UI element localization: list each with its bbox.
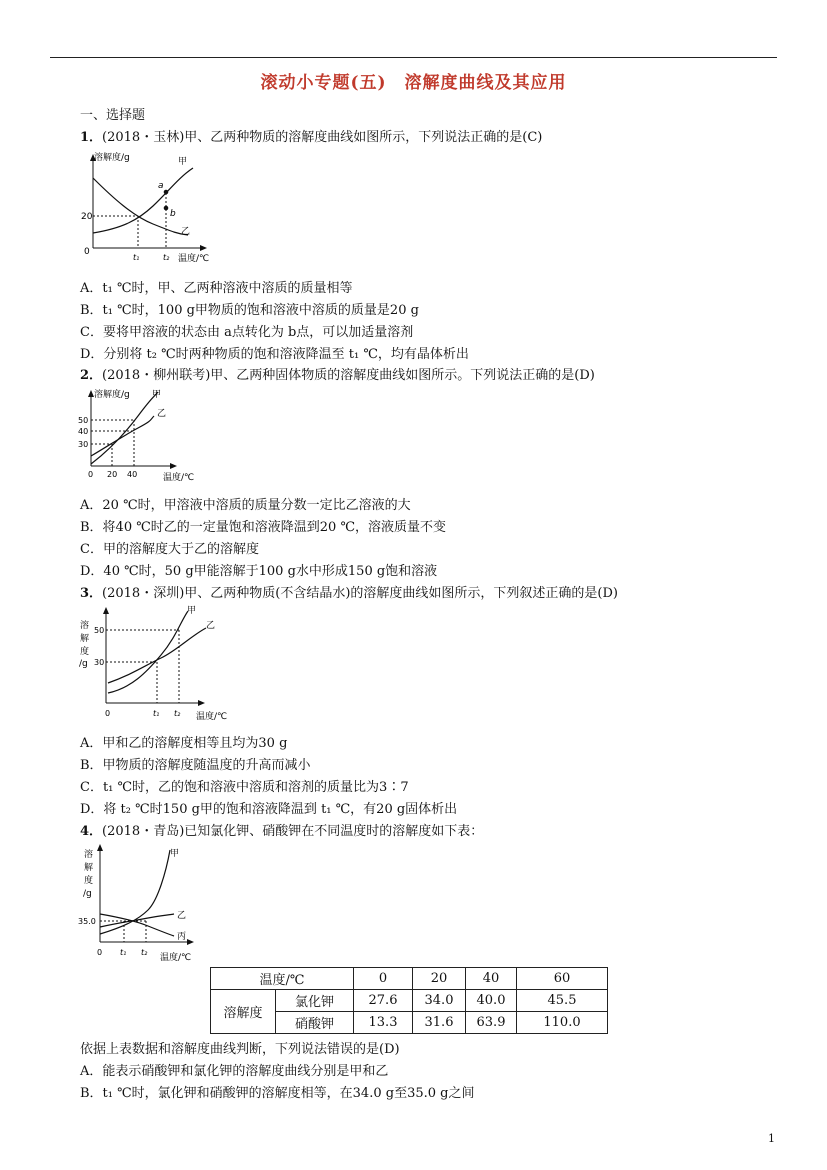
y-tick-30: 30 (78, 440, 89, 449)
t1-label: t₁ (120, 948, 127, 957)
y-tick-30: 30 (94, 658, 105, 667)
cell: 63.9 (466, 1012, 517, 1034)
q4-option-b: B．t₁ ℃时，氯化钾和硝酸钾的溶解度相等，在34.0 g至35.0 g之间 (80, 1086, 475, 1101)
question-1-stem: 1．(2018・玉林)甲、乙两种物质的溶解度曲线如图所示，下列说法正确的是(C) (80, 130, 543, 145)
y-axis-label-1: 溶 (84, 850, 94, 860)
y-tick-35: 35.0 (78, 917, 96, 926)
question-3-graph (76, 603, 241, 725)
yi-label: 乙 (157, 409, 167, 419)
question-1-graph (78, 148, 228, 266)
x-axis-label: 温度/℃ (163, 473, 195, 483)
q1-option-b: B．t₁ ℃时，100 g甲物质的饱和溶液中溶质的质量是20 g (80, 303, 419, 318)
q3-option-c: C．t₁ ℃时，乙的饱和溶液中溶质和溶剂的质量比为3∶7 (80, 780, 409, 795)
cell: 27.6 (354, 990, 413, 1012)
header-temp: 温度/℃ (211, 968, 354, 990)
point-a-label: a (158, 181, 164, 191)
bing-label: 丙 (177, 932, 187, 942)
table-row (211, 990, 608, 1012)
jia-label: 甲 (170, 849, 180, 859)
x-tick-20: 20 (107, 470, 118, 479)
table-header-row (211, 968, 608, 990)
cell: 40.0 (466, 990, 517, 1012)
q2-option-b: B．将40 ℃时乙的一定量饱和溶液降温到20 ℃，溶液质量不变 (80, 520, 446, 535)
q2-option-c: C．甲的溶解度大于乙的溶解度 (80, 542, 259, 557)
origin-label: 0 (84, 247, 90, 257)
q3-option-a: A．甲和乙的溶解度相等且均为30 g (80, 736, 288, 751)
header-20: 20 (413, 968, 466, 990)
question-3-stem: 3．(2018・深圳)甲、乙两种物质(不含结晶水)的溶解度曲线如图所示，下列叙述正确的是(D) (80, 586, 618, 601)
section-heading: 一、选择题 (80, 108, 146, 123)
cell: 110.0 (517, 1012, 608, 1034)
curve-jia (108, 611, 188, 693)
t2-label: t₂ (141, 948, 148, 957)
t1-label: t₁ (153, 709, 160, 718)
yi-label: 乙 (181, 227, 191, 237)
page-title: 滚动小专题(五) 溶解度曲线及其应用 (260, 73, 567, 93)
q4-option-a: A．能表示硝酸钾和氯化钾的溶解度曲线分别是甲和乙 (80, 1064, 389, 1079)
page-number: 1 (768, 1132, 775, 1145)
q4-after-text: 依据上表数据和溶解度曲线判断，下列说法错误的是(D) (80, 1042, 400, 1057)
group-label: 溶解度 (211, 990, 276, 1034)
question-2-stem: 2．(2018・柳州联考)甲、乙两种固体物质的溶解度曲线如图所示。下列说法正确的是(D) (80, 368, 595, 383)
curve-jia (93, 168, 193, 233)
cell: 34.0 (413, 990, 466, 1012)
row-name-kno3: 硝酸钾 (276, 1012, 354, 1034)
curve-yi (91, 416, 154, 456)
x-axis-label: 温度/℃ (178, 254, 210, 264)
row-name-kcl: 氯化钾 (276, 990, 354, 1012)
yi-label: 乙 (177, 911, 187, 921)
header-60: 60 (517, 968, 608, 990)
y-axis-label-2: 解 (84, 863, 94, 873)
curve-yi (93, 178, 191, 237)
y-axis-label-4: /g (83, 889, 92, 899)
x-tick-40: 40 (127, 470, 138, 479)
y-axis-label-4: /g (79, 659, 88, 669)
origin-label: 0 (88, 470, 94, 479)
q1-option-c: C．要将甲溶液的状态由 a点转化为 b点，可以加适量溶剂 (80, 325, 414, 340)
question-2-graph (78, 386, 198, 486)
y-axis-label-3: 度 (84, 876, 94, 886)
header-rule (50, 57, 777, 58)
question-4-graph (78, 842, 208, 966)
jia-label: 甲 (187, 606, 197, 616)
solubility-table (210, 967, 608, 1034)
x-axis-label: 温度/℃ (196, 712, 228, 722)
cell: 13.3 (354, 1012, 413, 1034)
header-0: 0 (354, 968, 413, 990)
x-axis-label: 温度/℃ (160, 953, 192, 963)
q3-option-b: B．甲物质的溶解度随温度的升高而减小 (80, 758, 311, 773)
yi-label: 乙 (206, 621, 216, 631)
y-axis-label-3: 度 (80, 647, 90, 657)
q1-option-a: A．t₁ ℃时，甲、乙两种溶液中溶质的质量相等 (80, 281, 353, 296)
q2-option-a: A．20 ℃时，甲溶液中溶质的质量分数一定比乙溶液的大 (80, 498, 411, 513)
t1-label: t₁ (133, 253, 140, 262)
curve-jia (91, 392, 158, 464)
y-axis-label-2: 解 (80, 634, 90, 644)
t2-label: t₂ (163, 253, 170, 262)
y-tick-50: 50 (94, 626, 105, 635)
cell: 31.6 (413, 1012, 466, 1034)
q2-option-d: D．40 ℃时，50 g甲能溶解于100 g水中形成150 g饱和溶液 (80, 564, 438, 579)
origin-label: 0 (105, 709, 111, 718)
origin-label: 0 (97, 948, 103, 957)
jia-label: 甲 (152, 390, 162, 400)
question-4-stem: 4．(2018・青岛)已知氯化钾、硝酸钾在不同温度时的溶解度如下表： (80, 824, 484, 839)
cell: 45.5 (517, 990, 608, 1012)
y-tick-20: 20 (81, 212, 93, 222)
q3-option-d: D．将 t₂ ℃时150 g甲的饱和溶液降温到 t₁ ℃，有20 g固体析出 (80, 802, 458, 817)
header-40: 40 (466, 968, 517, 990)
y-axis-label: 溶解度/g (94, 153, 130, 163)
q1-option-d: D．分别将 t₂ ℃时两种物质的饱和溶液降温至 t₁ ℃，均有晶体析出 (80, 347, 469, 362)
y-axis-label: 溶解度/g (94, 390, 130, 400)
jia-label: 甲 (178, 157, 188, 167)
y-axis-label-1: 溶 (80, 621, 90, 631)
t2-label: t₂ (174, 709, 181, 718)
y-tick-50: 50 (78, 416, 89, 425)
point-b-label: b (170, 209, 176, 219)
y-tick-40: 40 (78, 427, 89, 436)
